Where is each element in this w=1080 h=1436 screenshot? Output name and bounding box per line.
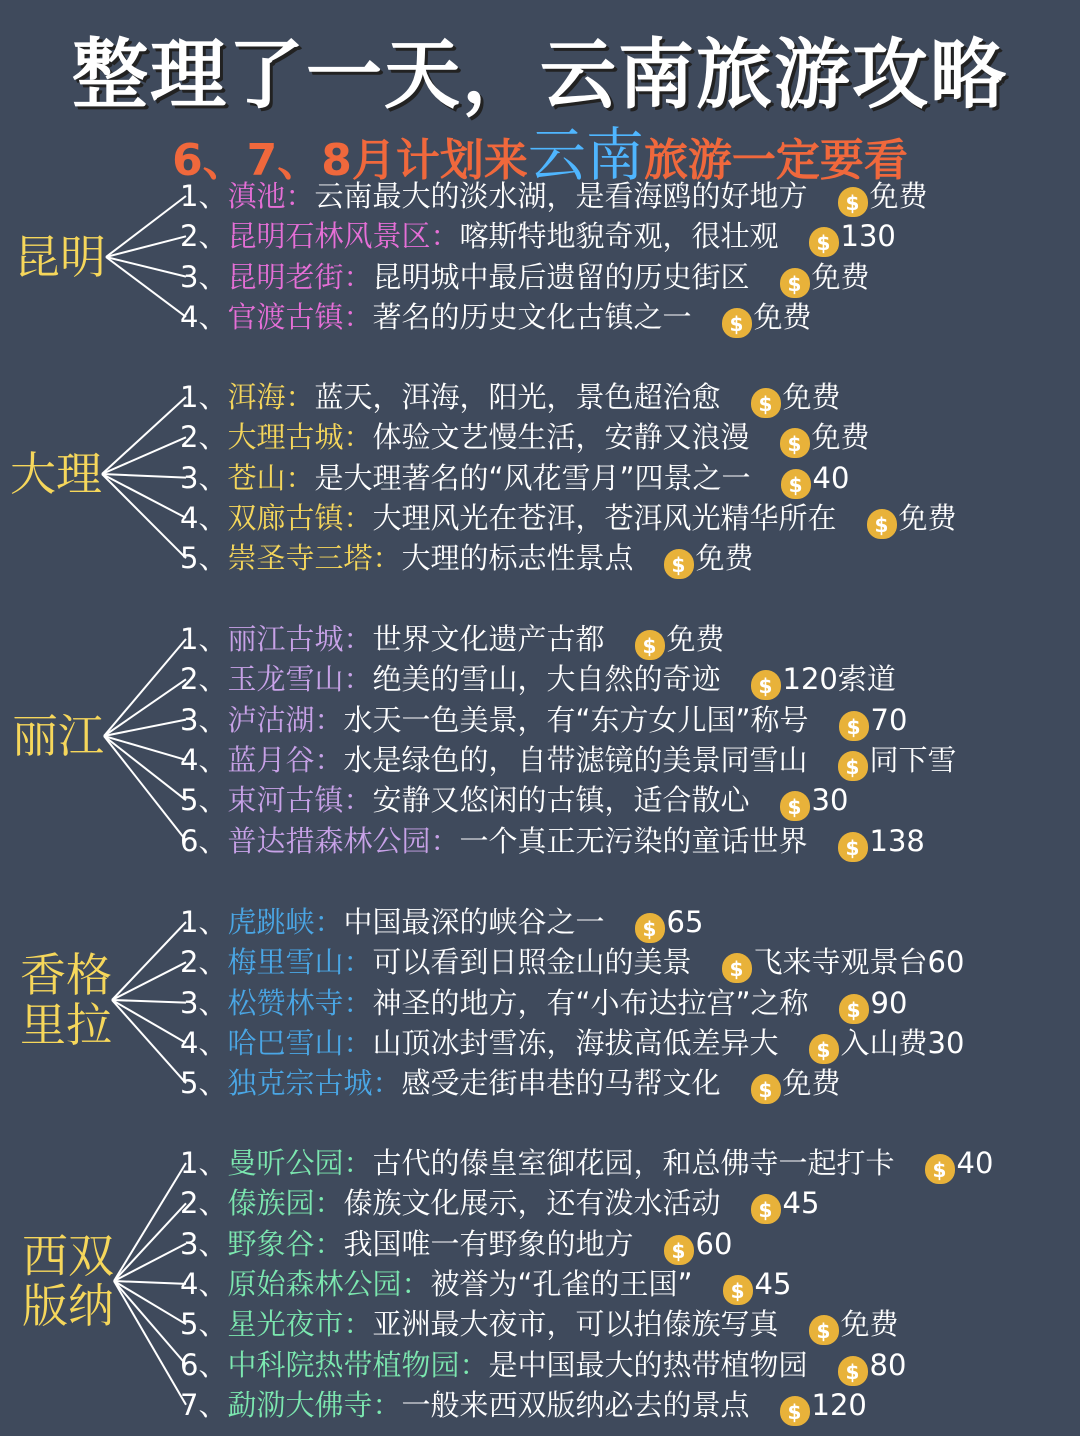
- money-bag-icon: $: [838, 832, 868, 862]
- price-value: 138: [869, 823, 925, 858]
- money-bag-icon: $: [809, 227, 839, 257]
- name-separator: ：: [314, 905, 344, 939]
- connector-lines: [0, 377, 190, 589]
- attraction-description: 是大理著名的“风花雪月”四景之一: [314, 460, 751, 495]
- connector-line: [112, 962, 186, 1000]
- price-value: 免费: [753, 299, 812, 334]
- price-tag: [925, 1146, 994, 1180]
- attraction-description: 昆明城中最后遗留的历史街区: [372, 259, 750, 294]
- name-separator: ：: [343, 1146, 373, 1180]
- price-value: 免费: [782, 1066, 841, 1101]
- price-tag: [839, 986, 908, 1020]
- name-separator: ：: [285, 460, 315, 495]
- connector-lines: [0, 1143, 190, 1436]
- attraction-description: 山顶冰封雪冻，海拔高低差异大: [372, 1025, 779, 1060]
- money-bag-icon: $: [780, 791, 810, 821]
- money-bag-icon: $: [838, 751, 868, 781]
- price-value: 免费: [869, 179, 928, 213]
- attraction-name: 官渡古镇: [227, 299, 344, 334]
- item-number: 2、: [180, 1186, 228, 1221]
- attraction-name: 洱海: [227, 380, 286, 414]
- attraction-name: 昆明石林风景区: [227, 219, 431, 254]
- attraction-item: [180, 1345, 906, 1385]
- city-name: 西双 版纳: [22, 1229, 114, 1333]
- money-bag-icon: $: [722, 953, 752, 983]
- connector-line: [112, 1000, 186, 1083]
- connector-line: [104, 736, 186, 760]
- price-value: 40: [812, 460, 850, 495]
- subtitle-post: 旅游一定要看: [643, 135, 908, 186]
- price-value: 免费: [898, 500, 957, 535]
- attraction-description: 著名的历史文化古镇之一: [372, 299, 692, 334]
- price-value: 免费: [811, 420, 870, 455]
- money-bag-icon: $: [809, 1034, 839, 1064]
- attraction-description: 被誉为“孔雀的王国”: [430, 1266, 693, 1301]
- attraction-item: [180, 257, 870, 297]
- connector-line: [114, 1281, 186, 1365]
- price-tag: [780, 260, 870, 294]
- name-separator: ：: [343, 420, 373, 455]
- money-bag-icon: $: [664, 549, 694, 579]
- price-tag: [664, 1227, 733, 1261]
- attraction-name: 曼听公园: [227, 1146, 344, 1180]
- attraction-item: [180, 821, 925, 861]
- item-number: 5、: [180, 783, 228, 818]
- attraction-description: 绝美的雪山，大自然的奇迹: [372, 662, 721, 697]
- attraction-item: [180, 1063, 841, 1103]
- attraction-name: 梅里雪山: [227, 945, 344, 980]
- price-tag: [635, 905, 704, 939]
- price-tag: [838, 1348, 907, 1382]
- item-number: 4、: [180, 500, 228, 535]
- attraction-item: [180, 942, 964, 982]
- price-tag: [780, 783, 849, 820]
- attraction-description: 安静又悠闲的古镇，适合散心: [372, 783, 750, 818]
- page-title: 整理了一天，云南旅游攻略: [72, 30, 1008, 119]
- attraction-name: 泸沽湖: [227, 702, 315, 737]
- attraction-item: [180, 1385, 867, 1425]
- connector-line: [102, 437, 186, 474]
- price-tag: [809, 219, 896, 256]
- attraction-name: 玉龙雪山: [227, 662, 344, 697]
- price-tag: [751, 662, 896, 699]
- attraction-name: 松赞林寺: [227, 985, 344, 1020]
- price-value: 70: [870, 702, 908, 737]
- name-separator: ：: [430, 219, 460, 254]
- money-bag-icon: $: [751, 670, 781, 700]
- item-number: 5、: [180, 1307, 228, 1342]
- price-tag: [809, 1307, 899, 1344]
- city-name: 丽江: [12, 709, 104, 763]
- name-separator: ：: [314, 1226, 344, 1261]
- attraction-name: 傣族园: [227, 1186, 315, 1221]
- item-number: 3、: [180, 460, 228, 495]
- attraction-item: [180, 216, 896, 256]
- item-number: 7、: [180, 1387, 228, 1422]
- price-value: 120: [811, 1387, 867, 1422]
- attraction-name: 星光夜市: [227, 1307, 344, 1342]
- item-number: 3、: [180, 702, 228, 737]
- price-value: 45: [782, 1186, 820, 1221]
- attraction-name: 中科院热带植物园: [227, 1347, 460, 1382]
- name-separator: ：: [343, 985, 373, 1020]
- item-number: 2、: [180, 219, 228, 254]
- attraction-item: [180, 1224, 732, 1264]
- attraction-name: 哈巴雪山: [227, 1025, 344, 1060]
- price-value: 入山费30: [840, 1025, 965, 1060]
- name-separator: ：: [343, 299, 373, 334]
- price-tag: [867, 501, 957, 535]
- connector-line: [112, 1000, 186, 1003]
- name-separator: ：: [314, 702, 344, 737]
- connector-line: [104, 736, 186, 800]
- name-separator: ：: [314, 1186, 344, 1221]
- price-value: 40: [956, 1146, 994, 1180]
- attraction-description: 水天一色美景，有“东方女儿国”称号: [343, 702, 809, 737]
- money-bag-icon: $: [839, 711, 869, 741]
- attraction-item: [180, 740, 957, 780]
- price-value: 30: [811, 783, 849, 818]
- connector-lines: [0, 902, 190, 1114]
- name-separator: ：: [343, 783, 373, 818]
- city-section: [0, 176, 1080, 347]
- name-separator: ：: [285, 380, 315, 414]
- connector-line: [106, 196, 186, 257]
- attraction-description: 蓝天，洱海，阳光，景色超治愈: [314, 380, 721, 414]
- attraction-name: 蓝月谷: [227, 742, 315, 777]
- item-number: 1、: [180, 380, 228, 414]
- price-tag: [751, 1066, 841, 1103]
- attraction-item: [180, 498, 957, 538]
- price-tag: [780, 420, 870, 457]
- attraction-item: [180, 297, 812, 337]
- attraction-description: 感受走街串巷的马帮文化: [401, 1066, 721, 1101]
- attraction-description: 是中国最大的热带植物园: [488, 1347, 808, 1382]
- attraction-description: 喀斯特地貌奇观，很壮观: [459, 219, 779, 254]
- price-value: 免费: [666, 622, 725, 656]
- attraction-name: 独克宗古城: [227, 1066, 373, 1101]
- price-tag: [723, 1267, 792, 1301]
- connector-line: [112, 1000, 186, 1043]
- price-tag: [838, 179, 928, 213]
- connector-line: [104, 736, 186, 841]
- attraction-description: 亚洲最大夜市，可以拍傣族写真: [372, 1307, 779, 1342]
- price-tag: [781, 461, 850, 495]
- city-name: 大理: [10, 447, 102, 501]
- money-bag-icon: $: [809, 1315, 839, 1345]
- connector-line: [102, 474, 186, 478]
- attraction-item: [180, 538, 754, 578]
- price-tag: [839, 703, 908, 737]
- connector-line: [102, 474, 186, 558]
- money-bag-icon: $: [751, 1074, 781, 1104]
- money-bag-icon: $: [781, 469, 811, 499]
- price-tag: [809, 1026, 965, 1060]
- item-number: 6、: [180, 823, 228, 858]
- subtitle-highlight: 云南: [527, 121, 644, 189]
- item-number: 1、: [180, 179, 228, 213]
- name-separator: ：: [401, 1266, 431, 1301]
- city-section: [0, 619, 1080, 871]
- attraction-item: [180, 176, 928, 216]
- price-value: 免费: [840, 1307, 899, 1342]
- money-bag-icon: $: [780, 1396, 810, 1426]
- attraction-description: 中国最深的峡谷之一: [343, 905, 605, 939]
- attraction-name: 束河古镇: [227, 783, 344, 818]
- attraction-description: 神圣的地方，有“小布达拉宫”之称: [372, 985, 809, 1020]
- price-value: 60: [695, 1226, 733, 1261]
- item-number: 1、: [180, 1146, 228, 1180]
- money-bag-icon: $: [664, 1235, 694, 1265]
- name-separator: ：: [314, 742, 344, 777]
- money-bag-icon: $: [751, 1194, 781, 1224]
- attraction-description: 一个真正无污染的童话世界: [459, 823, 808, 858]
- attraction-name: 滇池: [227, 179, 286, 213]
- item-number: 2、: [180, 420, 228, 455]
- attraction-name: 大理古城: [227, 420, 344, 455]
- attraction-name: 崇圣寺三塔: [227, 541, 373, 576]
- price-tag: [838, 743, 957, 777]
- name-separator: ：: [372, 541, 402, 576]
- connector-line: [112, 922, 186, 1000]
- name-separator: ：: [430, 823, 460, 858]
- attraction-item: [180, 1264, 791, 1304]
- price-tag: [780, 1388, 867, 1422]
- money-bag-icon: $: [838, 187, 868, 217]
- city-section: [0, 377, 1080, 589]
- attraction-item: [180, 1183, 819, 1223]
- price-tag: [751, 1186, 820, 1223]
- attraction-item: [180, 1304, 899, 1344]
- item-number: 3、: [180, 259, 228, 294]
- money-bag-icon: $: [723, 1275, 753, 1305]
- item-number: 2、: [180, 945, 228, 980]
- attraction-item: [180, 902, 703, 942]
- price-value: 90: [870, 985, 908, 1020]
- price-tag: [838, 824, 925, 858]
- attraction-description: 水是绿色的，自带滤镜的美景同雪山: [343, 742, 808, 777]
- attraction-name: 双廊古镇: [227, 500, 344, 535]
- attraction-description: 我国唯一有野象的地方: [343, 1226, 634, 1261]
- attraction-item: [180, 1143, 993, 1183]
- name-separator: ：: [372, 1066, 402, 1101]
- price-value: 130: [840, 219, 896, 254]
- city-section: [0, 1143, 1080, 1435]
- attraction-name: 普达措森林公园: [227, 823, 431, 858]
- money-bag-icon: $: [867, 509, 897, 539]
- city-name: 昆明: [14, 230, 106, 284]
- attraction-item: [180, 659, 896, 699]
- item-number: 4、: [180, 1025, 228, 1060]
- money-bag-icon: $: [635, 630, 665, 660]
- attraction-item: [180, 417, 870, 457]
- money-bag-icon: $: [635, 913, 665, 943]
- connector-line: [114, 1281, 186, 1405]
- attraction-name: 虎跳峡: [227, 905, 315, 939]
- connector-line: [102, 397, 186, 474]
- connector-lines: [0, 619, 190, 871]
- connector-line: [114, 1281, 186, 1324]
- attraction-item: [180, 983, 907, 1023]
- attraction-description: 云南最大的淡水湖，是看海鸥的好地方: [314, 179, 808, 213]
- attraction-name: 苍山: [227, 460, 286, 495]
- attraction-description: 一般来西双版纳必去的景点: [401, 1387, 750, 1422]
- attraction-name: 勐泐大佛寺: [227, 1387, 373, 1422]
- attraction-item: [180, 780, 848, 820]
- price-value: 80: [869, 1347, 907, 1382]
- name-separator: ：: [459, 1347, 489, 1382]
- attraction-description: 傣族文化展示，还有泼水活动: [343, 1186, 721, 1221]
- name-separator: ：: [285, 179, 315, 213]
- money-bag-icon: $: [780, 428, 810, 458]
- attraction-item: [180, 1023, 964, 1063]
- attraction-name: 野象谷: [227, 1226, 315, 1261]
- money-bag-icon: $: [838, 1356, 868, 1386]
- name-separator: ：: [343, 1307, 373, 1342]
- connector-line: [114, 1203, 186, 1281]
- money-bag-icon: $: [925, 1154, 955, 1184]
- item-number: 6、: [180, 1347, 228, 1382]
- name-separator: ：: [343, 622, 373, 656]
- price-value: 免费: [782, 380, 841, 414]
- price-value: 飞来寺观景台60: [753, 945, 965, 980]
- item-number: 4、: [180, 742, 228, 777]
- attraction-name: 昆明老街: [227, 259, 344, 294]
- city-name: 香格 里拉: [20, 948, 112, 1052]
- item-number: 3、: [180, 1226, 228, 1261]
- price-tag: [722, 945, 965, 982]
- attraction-description: 体验文艺慢生活，安静又浪漫: [372, 420, 750, 455]
- price-value: 120索道: [782, 662, 896, 697]
- attraction-item: [180, 458, 849, 498]
- item-number: 2、: [180, 662, 228, 697]
- name-separator: ：: [372, 1387, 402, 1422]
- attraction-description: 大理的标志性景点: [401, 541, 634, 576]
- item-number: 5、: [180, 541, 228, 576]
- item-number: 4、: [180, 1266, 228, 1301]
- attraction-name: 原始森林公园: [227, 1266, 402, 1301]
- attraction-description: 可以看到日照金山的美景: [372, 945, 692, 980]
- price-value: 45: [754, 1266, 792, 1301]
- money-bag-icon: $: [839, 994, 869, 1024]
- name-separator: ：: [343, 945, 373, 980]
- money-bag-icon: $: [722, 308, 752, 338]
- price-tag: [751, 380, 841, 414]
- money-bag-icon: $: [751, 388, 781, 418]
- attraction-name: 丽江古城: [227, 622, 344, 656]
- attraction-item: [180, 377, 841, 417]
- price-tag: [722, 300, 812, 334]
- name-separator: ：: [343, 1025, 373, 1060]
- attraction-item: [180, 700, 907, 740]
- connector-lines: [0, 176, 190, 348]
- money-bag-icon: $: [780, 268, 810, 298]
- name-separator: ：: [343, 259, 373, 294]
- price-value: 65: [666, 905, 704, 939]
- item-number: 1、: [180, 905, 228, 939]
- item-number: 1、: [180, 622, 228, 656]
- city-section: [0, 902, 1080, 1114]
- item-number: 4、: [180, 299, 228, 334]
- attraction-description: 大理风光在苍洱，苍洱风光精华所在: [372, 500, 837, 535]
- name-separator: ：: [343, 500, 373, 535]
- attraction-description: 古代的傣皇室御花园，和总佛寺一起打卡: [372, 1146, 895, 1180]
- name-separator: ：: [343, 662, 373, 697]
- item-number: 5、: [180, 1066, 228, 1101]
- connector-line: [114, 1281, 186, 1284]
- item-number: 3、: [180, 985, 228, 1020]
- price-value: 免费: [811, 259, 870, 294]
- subtitle-pre: 6、7、8月计划来: [172, 135, 528, 186]
- attraction-item: [180, 619, 725, 659]
- price-tag: [635, 622, 725, 656]
- price-value: 同下雪: [869, 742, 957, 777]
- price-value: 免费: [695, 541, 754, 576]
- connector-line: [102, 474, 186, 518]
- price-tag: [664, 541, 754, 578]
- attraction-description: 世界文化遗产古都: [372, 622, 605, 656]
